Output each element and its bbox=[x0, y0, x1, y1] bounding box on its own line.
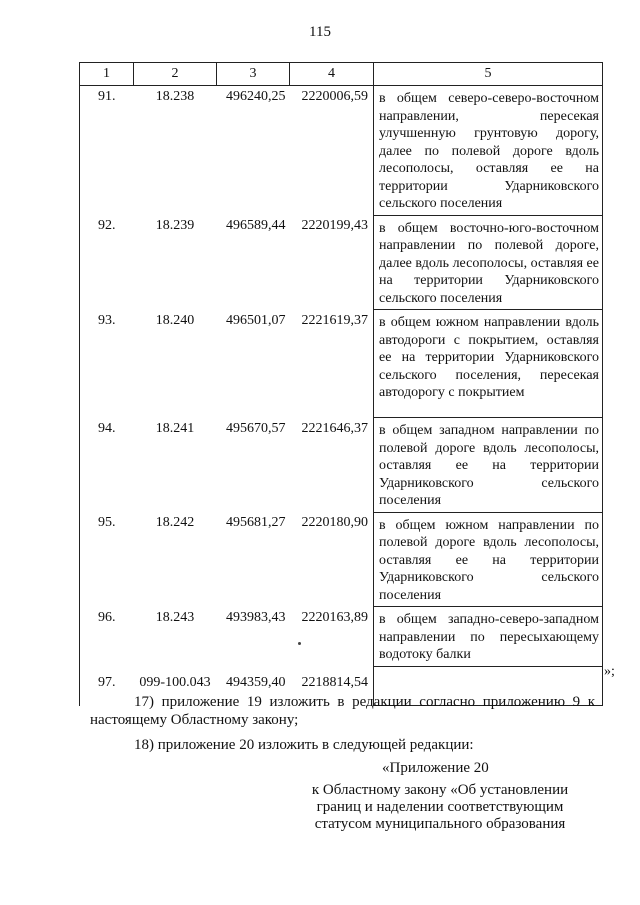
header-col-5: 5 bbox=[374, 63, 603, 86]
table-row bbox=[80, 310, 603, 418]
coord-y: 2220180,90 bbox=[301, 515, 368, 530]
row-number: 91. bbox=[80, 86, 134, 216]
coord-x: 495681,27 bbox=[226, 515, 286, 530]
table-row bbox=[80, 607, 603, 667]
point-code: 18.240 bbox=[155, 312, 195, 328]
coord-x: 496240,25 bbox=[226, 89, 286, 104]
appendix-subtitle: к Областному закону «Об установлении границ и наделении соответствующим статусом муниципального образования bbox=[311, 782, 569, 832]
table-header-row bbox=[80, 63, 603, 86]
direction-description: в общем северо-северо-восточном направлении, пересекая улучшенную грунтовую дорогу, далее по полевой дороге вдоль лесополосы, оставляя ее на территории Ударниковского сельского поселения bbox=[374, 86, 603, 216]
coord-x: 494359,40 bbox=[226, 674, 286, 690]
coord-x: 495670,57 bbox=[226, 420, 286, 436]
boundary-points-table bbox=[79, 62, 603, 706]
header-col-1: 1 bbox=[80, 63, 134, 86]
point-code: 18.238 bbox=[155, 89, 195, 104]
coord-y: 2220163,89 bbox=[301, 609, 368, 625]
header-col-2: 2 bbox=[134, 63, 217, 86]
table-row bbox=[80, 86, 603, 216]
coord-y: 2220006,59 bbox=[301, 89, 368, 104]
closing-quote-mark: »; bbox=[604, 664, 615, 679]
coord-y: 2221619,37 bbox=[301, 312, 368, 328]
row-number: 93. bbox=[80, 310, 134, 418]
coord-x: 496589,44 bbox=[226, 218, 286, 233]
point-code: 18.239 bbox=[155, 218, 195, 233]
direction-description: в общем южном направлении вдоль автодороги с покрытием, оставляя ее на территории Ударниковского сельского поселения, пересекая автодорогу с покрытием bbox=[374, 310, 603, 418]
coord-y: 2218814,54 bbox=[301, 674, 368, 690]
header-col-4: 4 bbox=[290, 63, 374, 86]
coord-y: 2220199,43 bbox=[301, 218, 368, 233]
row-number: 94. bbox=[80, 418, 134, 513]
coord-y: 2221646,37 bbox=[301, 420, 368, 436]
page-number: 115 bbox=[309, 24, 331, 40]
direction-description: в общем западном направлении по полевой дороге вдоль лесополосы, оставляя ее на территории Ударниковского сельского поселения bbox=[374, 418, 603, 513]
direction-description: в общем западно-северо-западном направлении по пересыхающему водотоку балки bbox=[374, 607, 603, 667]
point-code: 099-100.043 bbox=[139, 674, 211, 690]
point-code: 18.242 bbox=[155, 515, 195, 530]
header-col-3: 3 bbox=[217, 63, 290, 86]
coord-x: 493983,43 bbox=[226, 609, 286, 625]
coord-x: 496501,07 bbox=[226, 312, 286, 328]
row-number: 96. bbox=[80, 607, 134, 667]
row-number: 92. bbox=[80, 215, 134, 310]
direction-description: в общем восточно-юго-восточном направлении по полевой дороге, далее вдоль лесополосы, оставляя ее на территории Ударниковского сельского поселения bbox=[374, 215, 603, 310]
table-row bbox=[80, 512, 603, 607]
table-row bbox=[80, 418, 603, 513]
stray-dot bbox=[298, 642, 301, 645]
point-code: 18.241 bbox=[155, 420, 195, 436]
direction-description: в общем южном направлении по полевой дороге вдоль лесополосы, оставляя ее на территории Ударниковского сельского поселения bbox=[374, 512, 603, 607]
appendix-title: «Приложение 20 bbox=[382, 760, 489, 776]
row-number: 97. bbox=[80, 667, 134, 706]
row-number: 95. bbox=[80, 512, 134, 607]
paragraph-18: 18) приложение 20 изложить в следующей редакции: bbox=[134, 737, 474, 753]
point-code: 18.243 bbox=[155, 609, 195, 625]
table-row bbox=[80, 215, 603, 310]
paragraph-17: 17) приложение 19 изложить в редакции согласно приложению 9 к настоящему Областному закону; bbox=[90, 694, 595, 728]
